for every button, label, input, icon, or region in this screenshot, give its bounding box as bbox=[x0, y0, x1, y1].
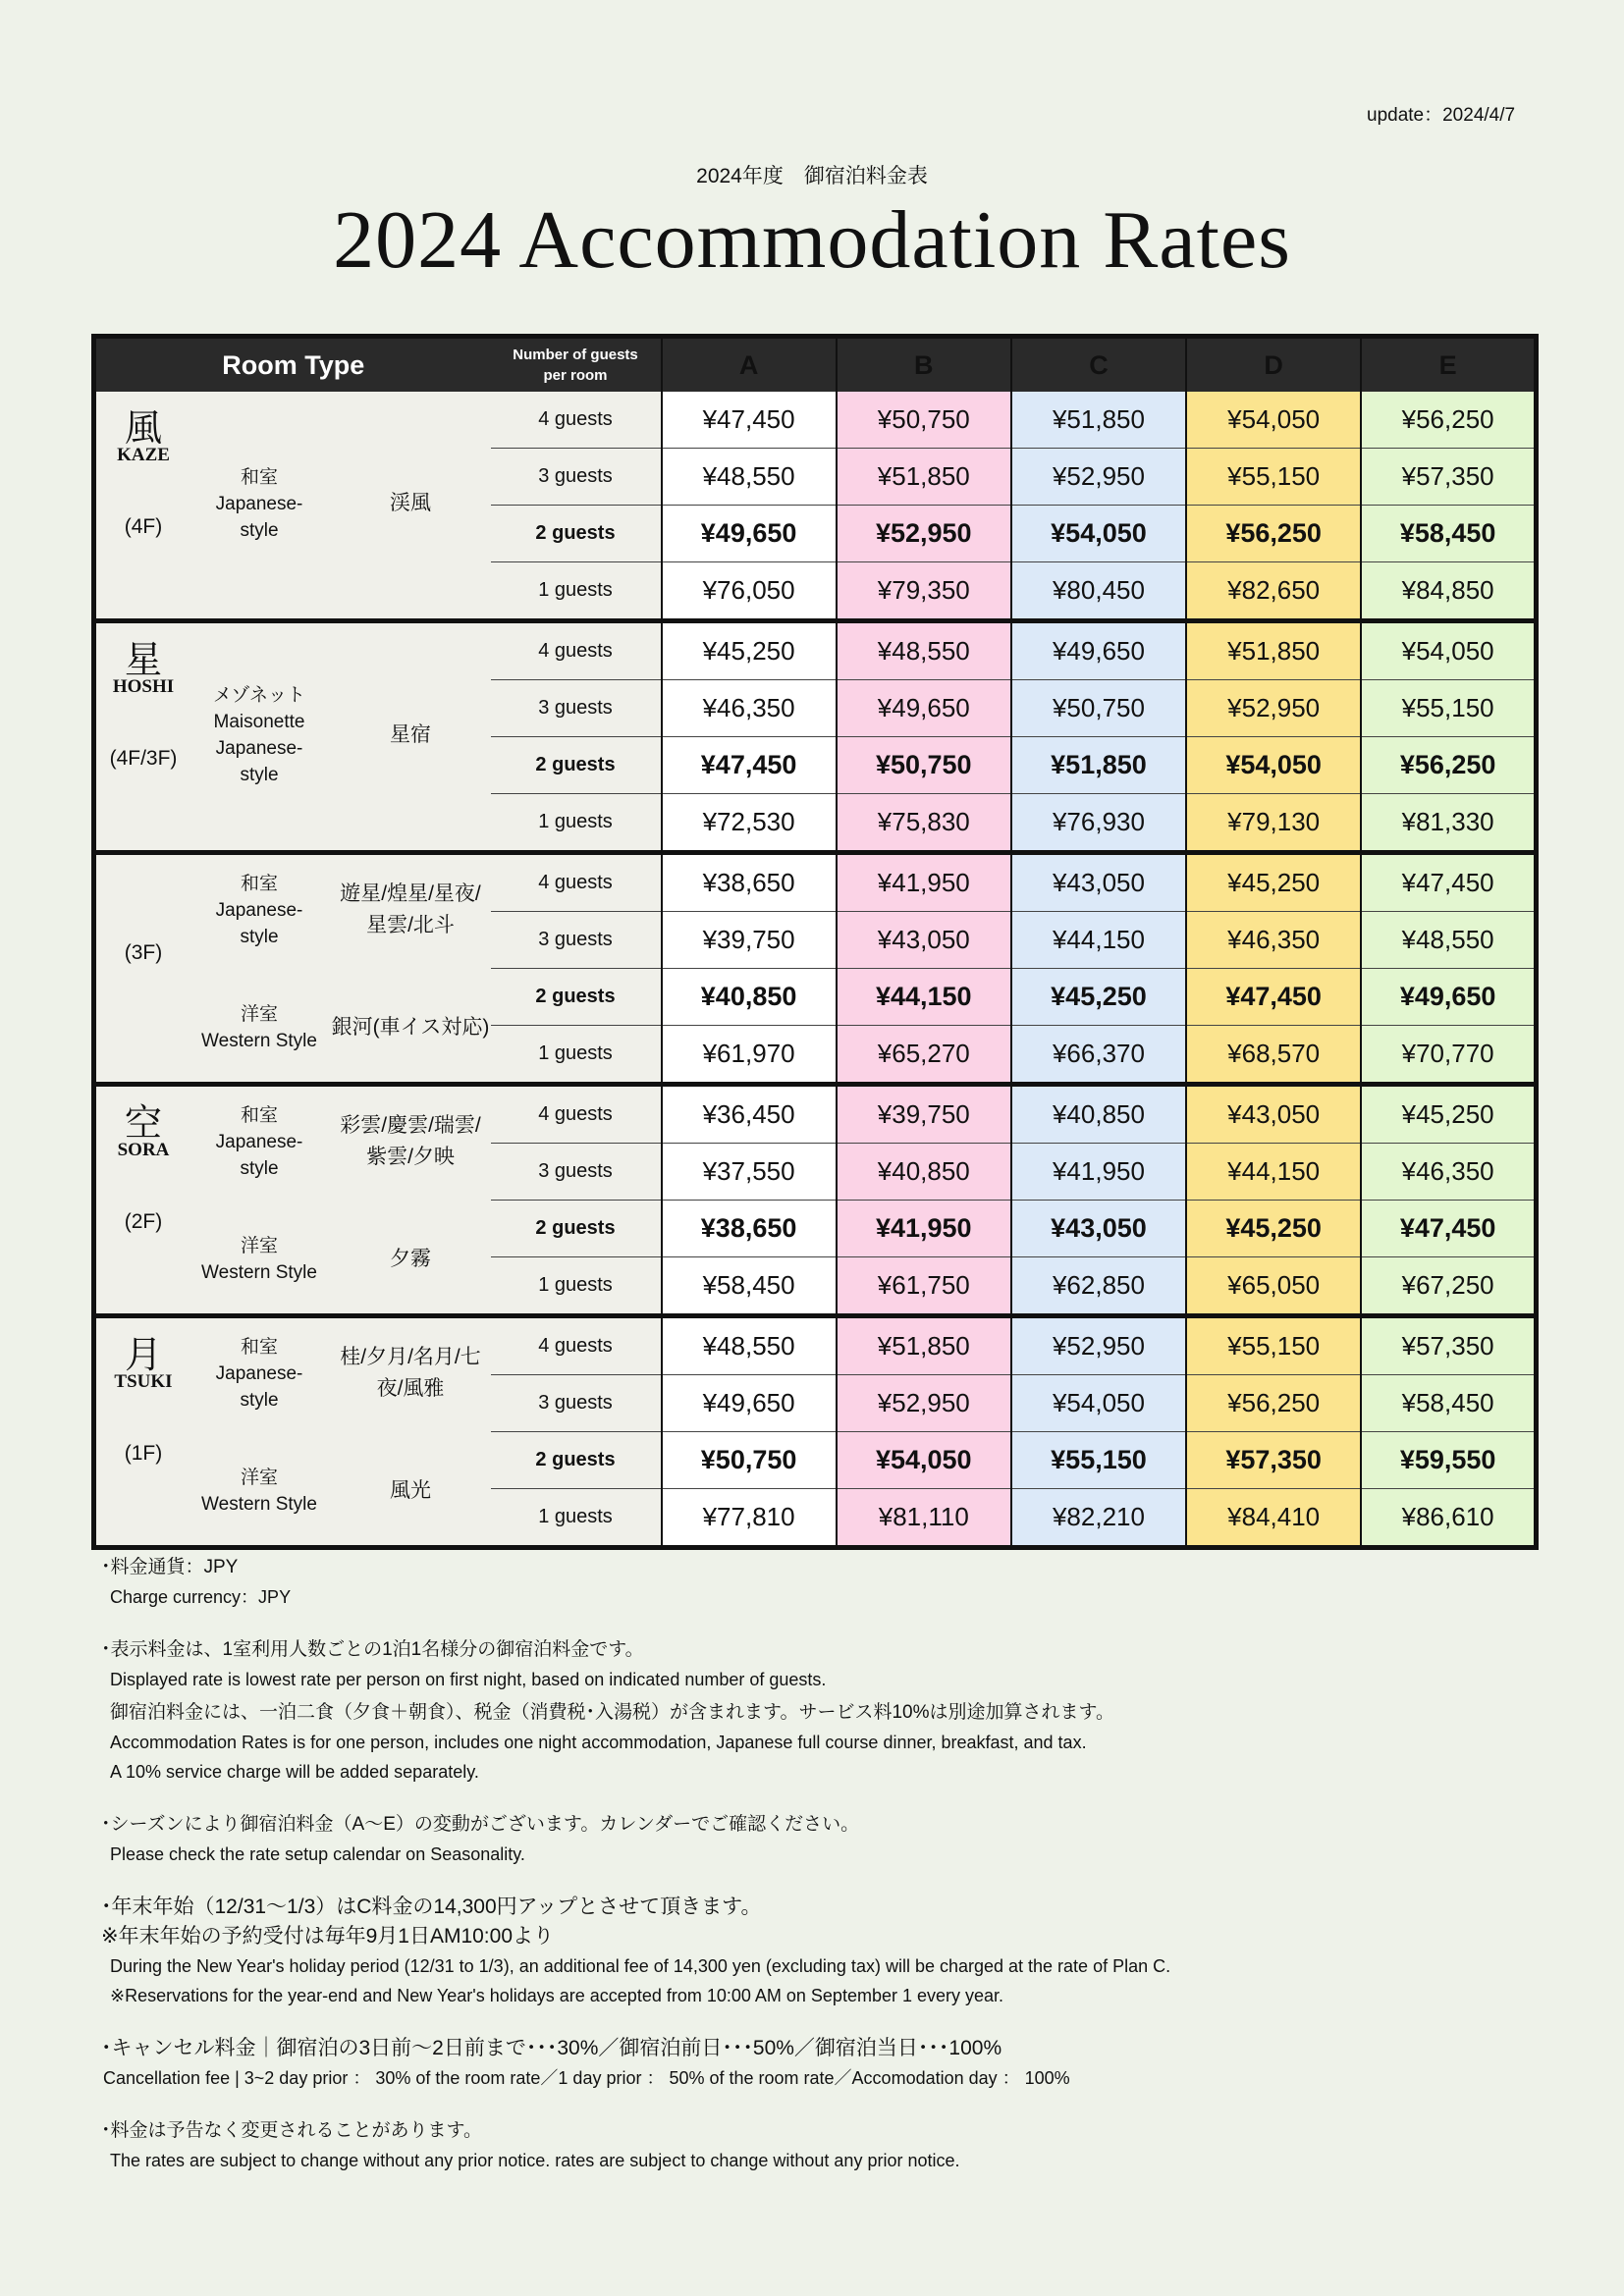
guest-count-label: 4 guests bbox=[491, 853, 662, 912]
note-season bbox=[101, 1810, 1525, 1869]
rate-cell-d: ¥56,250 bbox=[1186, 1375, 1361, 1432]
rate-cell-a: ¥40,850 bbox=[662, 969, 837, 1026]
rate-cell-b: ¥75,830 bbox=[837, 794, 1011, 853]
rate-cell-b: ¥43,050 bbox=[837, 912, 1011, 969]
guests-header bbox=[491, 337, 662, 393]
room-floor: (2F) bbox=[124, 1210, 163, 1233]
rate-cell-d: ¥84,410 bbox=[1186, 1489, 1361, 1548]
rate-cell-c: ¥54,050 bbox=[1011, 1375, 1186, 1432]
room-style-label: 洋室 Western Style bbox=[201, 1004, 317, 1051]
rate-cell-a: ¥37,550 bbox=[662, 1144, 837, 1201]
note-incl-en1: Accommodation Rates is for one person, includes one night accommodation, Japanese full course dinner, breakfast, and tax. bbox=[110, 1733, 1087, 1752]
rate-cell-b: ¥49,650 bbox=[837, 680, 1011, 737]
guest-count-label: 3 guests bbox=[491, 912, 662, 969]
rate-cell-d: ¥52,950 bbox=[1186, 680, 1361, 737]
guest-count-label: 3 guests bbox=[491, 1375, 662, 1432]
rate-cell-d: ¥51,850 bbox=[1186, 621, 1361, 680]
rate-cell-c: ¥51,850 bbox=[1011, 392, 1186, 449]
rate-col-a: A bbox=[662, 337, 837, 393]
rate-cell-b: ¥51,850 bbox=[837, 1316, 1011, 1375]
room-kanji: 風 bbox=[124, 408, 162, 450]
rate-cell-c: ¥43,050 bbox=[1011, 853, 1186, 912]
note-change-jp: ･料金は予告なく変更されることがあります。 bbox=[101, 2120, 482, 2141]
rate-cell-a: ¥48,550 bbox=[662, 1316, 837, 1375]
guest-count-label: 1 guests bbox=[491, 1257, 662, 1316]
rate-cell-a: ¥49,650 bbox=[662, 1375, 837, 1432]
rate-cell-a: ¥72,530 bbox=[662, 794, 837, 853]
rate-cell-d: ¥43,050 bbox=[1186, 1085, 1361, 1144]
rate-cell-d: ¥65,050 bbox=[1186, 1257, 1361, 1316]
rate-cell-a: ¥61,970 bbox=[662, 1026, 837, 1085]
rate-cell-a: ¥36,450 bbox=[662, 1085, 837, 1144]
room-name: 遊星/煌星/星夜/ 星雲/北斗 bbox=[340, 882, 481, 936]
room-cell bbox=[94, 1316, 491, 1548]
note-currency bbox=[101, 1553, 1525, 1612]
room-name: 彩雲/慶雲/瑞雲/ 紫雲/夕映 bbox=[340, 1114, 481, 1168]
rate-cell-c: ¥41,950 bbox=[1011, 1144, 1186, 1201]
rate-cell-e: ¥70,770 bbox=[1361, 1026, 1536, 1085]
rate-cell-a: ¥45,250 bbox=[662, 621, 837, 680]
note-change bbox=[101, 2116, 1525, 2175]
rate-cell-e: ¥46,350 bbox=[1361, 1144, 1536, 1201]
rate-cell-a: ¥49,650 bbox=[662, 506, 837, 562]
note-rate bbox=[101, 1635, 1525, 1787]
rate-cell-c: ¥43,050 bbox=[1011, 1201, 1186, 1257]
rate-cell-e: ¥58,450 bbox=[1361, 1375, 1536, 1432]
rate-cell-e: ¥47,450 bbox=[1361, 853, 1536, 912]
rate-cell-b: ¥81,110 bbox=[837, 1489, 1011, 1548]
guest-count-label: 3 guests bbox=[491, 680, 662, 737]
room-kanji: 空 bbox=[124, 1103, 162, 1145]
rate-cell-c: ¥82,210 bbox=[1011, 1489, 1186, 1548]
note-newyear-en1: During the New Year's holiday period (12/31 to 1/3), an additional fee of 14,300 yen (excluding tax) will be charged at the rate of Plan C. bbox=[110, 1956, 1171, 1976]
guests-header-line1: Number of guests bbox=[513, 347, 638, 363]
guest-count-label: 3 guests bbox=[491, 1144, 662, 1201]
rate-cell-c: ¥62,850 bbox=[1011, 1257, 1186, 1316]
guests-header-line2: per room bbox=[543, 367, 608, 384]
rate-cell-c: ¥50,750 bbox=[1011, 680, 1186, 737]
rate-cell-d: ¥79,130 bbox=[1186, 794, 1361, 853]
rate-col-b: B bbox=[837, 337, 1011, 393]
guest-count-label: 1 guests bbox=[491, 1489, 662, 1548]
rates-table bbox=[91, 334, 1539, 1550]
rate-cell-e: ¥84,850 bbox=[1361, 562, 1536, 621]
room-name: 銀河(車イス対応) bbox=[331, 1016, 490, 1039]
room-roman-name: HOSHI bbox=[112, 676, 175, 697]
rate-cell-c: ¥55,150 bbox=[1011, 1432, 1186, 1489]
note-rate-en: Displayed rate is lowest rate per person on first night, based on indicated number of guests. bbox=[110, 1670, 827, 1689]
room-kanji: 月 bbox=[124, 1335, 162, 1376]
guest-count-label: 2 guests bbox=[491, 737, 662, 794]
rate-cell-e: ¥59,550 bbox=[1361, 1432, 1536, 1489]
rate-cell-b: ¥48,550 bbox=[837, 621, 1011, 680]
note-newyear bbox=[101, 1893, 1525, 2010]
room-style-label: 洋室 Western Style bbox=[201, 1236, 317, 1283]
rate-cell-e: ¥49,650 bbox=[1361, 969, 1536, 1026]
notes bbox=[101, 1553, 1525, 2199]
note-rate-jp: ･表示料金は、1室利用人数ごとの1泊1名様分の御宿泊料金です。 bbox=[101, 1639, 644, 1660]
rate-cell-a: ¥38,650 bbox=[662, 1201, 837, 1257]
rate-cell-e: ¥67,250 bbox=[1361, 1257, 1536, 1316]
rate-cell-e: ¥55,150 bbox=[1361, 680, 1536, 737]
table-row bbox=[94, 1316, 1537, 1375]
update-date: update：2024/4/7 bbox=[1367, 105, 1516, 126]
rates-body bbox=[94, 392, 1537, 1548]
rate-col-c: C bbox=[1011, 337, 1186, 393]
rate-cell-e: ¥57,350 bbox=[1361, 449, 1536, 506]
room-style-label: 和室 Japanese- style bbox=[215, 1336, 303, 1411]
table-row bbox=[94, 392, 1537, 449]
room-floor: (4F) bbox=[124, 515, 163, 538]
room-floor: (3F) bbox=[124, 941, 163, 964]
rate-cell-d: ¥82,650 bbox=[1186, 562, 1361, 621]
guest-count-label: 4 guests bbox=[491, 1085, 662, 1144]
rate-cell-c: ¥49,650 bbox=[1011, 621, 1186, 680]
guest-count-label: 4 guests bbox=[491, 1316, 662, 1375]
rate-cell-d: ¥56,250 bbox=[1186, 506, 1361, 562]
rate-cell-b: ¥50,750 bbox=[837, 737, 1011, 794]
note-cancel-en: Cancellation fee | 3~2 day prior ： 30% of the room rate／1 day prior ： 50% of the room rate／Accomodation day ： 100% bbox=[103, 2068, 1070, 2088]
rate-cell-b: ¥41,950 bbox=[837, 1201, 1011, 1257]
rate-cell-d: ¥54,050 bbox=[1186, 392, 1361, 449]
rate-cell-a: ¥76,050 bbox=[662, 562, 837, 621]
rate-cell-a: ¥46,350 bbox=[662, 680, 837, 737]
rate-cell-d: ¥57,350 bbox=[1186, 1432, 1361, 1489]
rate-cell-c: ¥52,950 bbox=[1011, 449, 1186, 506]
room-style-label: 和室 Japanese- style bbox=[215, 466, 303, 541]
room-style-label: 和室 Japanese- style bbox=[215, 873, 303, 947]
rate-col-d: D bbox=[1186, 337, 1361, 393]
rate-cell-a: ¥77,810 bbox=[662, 1489, 837, 1548]
rate-cell-b: ¥52,950 bbox=[837, 1375, 1011, 1432]
note-incl-en2: A 10% service charge will be added separately. bbox=[110, 1762, 479, 1782]
note-cancel-jp: ･キャンセル料金｜御宿泊の3日前～2日前まで･･･30%／御宿泊前日･･･50%／御宿泊当日･･･100% bbox=[101, 2037, 1002, 2059]
rate-cell-e: ¥54,050 bbox=[1361, 621, 1536, 680]
rate-cell-e: ¥56,250 bbox=[1361, 392, 1536, 449]
rate-cell-a: ¥38,650 bbox=[662, 853, 837, 912]
rate-cell-e: ¥58,450 bbox=[1361, 506, 1536, 562]
rate-cell-d: ¥45,250 bbox=[1186, 853, 1361, 912]
rate-cell-c: ¥40,850 bbox=[1011, 1085, 1186, 1144]
rate-col-e: E bbox=[1361, 337, 1536, 393]
rate-cell-a: ¥48,550 bbox=[662, 449, 837, 506]
rate-cell-d: ¥46,350 bbox=[1186, 912, 1361, 969]
rate-cell-c: ¥52,950 bbox=[1011, 1316, 1186, 1375]
note-newyear-jp2: ※年末年始の予約受付は毎年9月1日AM10:00より bbox=[101, 1925, 555, 1948]
note-currency-en: Charge currency：JPY bbox=[110, 1587, 292, 1607]
rate-cell-e: ¥47,450 bbox=[1361, 1201, 1536, 1257]
rate-cell-b: ¥65,270 bbox=[837, 1026, 1011, 1085]
room-cell bbox=[94, 1085, 491, 1316]
rate-cell-d: ¥55,150 bbox=[1186, 449, 1361, 506]
rate-cell-d: ¥47,450 bbox=[1186, 969, 1361, 1026]
guest-count-label: 2 guests bbox=[491, 1201, 662, 1257]
rate-cell-c: ¥66,370 bbox=[1011, 1026, 1186, 1085]
rate-cell-a: ¥50,750 bbox=[662, 1432, 837, 1489]
guest-count-label: 2 guests bbox=[491, 1432, 662, 1489]
rate-cell-d: ¥44,150 bbox=[1186, 1144, 1361, 1201]
table-header-row bbox=[94, 337, 1537, 393]
rate-cell-b: ¥40,850 bbox=[837, 1144, 1011, 1201]
note-incl-jp: 御宿泊料金には、一泊二食（夕食＋朝食）、税金（消費税･入湯税）が含まれます。サービス料10%は別途加算されます。 bbox=[110, 1702, 1114, 1723]
room-type-header: Room Type bbox=[94, 337, 491, 393]
table-row bbox=[94, 621, 1537, 680]
note-newyear-en2: ※Reservations for the year-end and New Year's holidays are accepted from 10:00 AM on September 1 every year. bbox=[110, 1986, 1004, 2005]
rate-cell-c: ¥80,450 bbox=[1011, 562, 1186, 621]
room-name: 夕霧 bbox=[390, 1248, 431, 1270]
note-season-en: Please check the rate setup calendar on Seasonality. bbox=[110, 1844, 525, 1864]
rate-cell-b: ¥44,150 bbox=[837, 969, 1011, 1026]
rate-cell-d: ¥45,250 bbox=[1186, 1201, 1361, 1257]
rate-cell-e: ¥57,350 bbox=[1361, 1316, 1536, 1375]
room-roman-name: SORA bbox=[117, 1140, 170, 1160]
rate-cell-c: ¥45,250 bbox=[1011, 969, 1186, 1026]
guest-count-label: 1 guests bbox=[491, 794, 662, 853]
rate-cell-b: ¥39,750 bbox=[837, 1085, 1011, 1144]
room-style-label: 和室 Japanese- style bbox=[215, 1104, 303, 1179]
room-roman-name: TSUKI bbox=[114, 1371, 173, 1392]
room-name: 渓風 bbox=[390, 492, 431, 514]
rate-cell-e: ¥56,250 bbox=[1361, 737, 1536, 794]
room-cell bbox=[94, 853, 491, 1085]
note-cancel bbox=[101, 2034, 1525, 2093]
rate-cell-b: ¥41,950 bbox=[837, 853, 1011, 912]
rate-cell-b: ¥54,050 bbox=[837, 1432, 1011, 1489]
rate-cell-b: ¥50,750 bbox=[837, 392, 1011, 449]
page-subtitle: 2024年度 御宿泊料金表 bbox=[696, 165, 928, 187]
room-kanji: 星 bbox=[124, 640, 162, 681]
rate-cell-e: ¥48,550 bbox=[1361, 912, 1536, 969]
rate-cell-e: ¥81,330 bbox=[1361, 794, 1536, 853]
rate-cell-d: ¥54,050 bbox=[1186, 737, 1361, 794]
guest-count-label: 2 guests bbox=[491, 506, 662, 562]
table-row bbox=[94, 1085, 1537, 1144]
rate-cell-b: ¥52,950 bbox=[837, 506, 1011, 562]
rate-cell-c: ¥51,850 bbox=[1011, 737, 1186, 794]
note-season-jp: ･シーズンにより御宿泊料金（A～E）の変動がございます。カレンダーでご確認ください。 bbox=[101, 1814, 860, 1835]
table-row bbox=[94, 853, 1537, 912]
room-cell bbox=[94, 392, 491, 621]
room-floor: (1F) bbox=[124, 1442, 163, 1465]
room-style-label: 洋室 Western Style bbox=[201, 1468, 317, 1515]
room-name: 桂/夕月/名月/七 夜/風雅 bbox=[340, 1346, 481, 1400]
note-change-en: The rates are subject to change without any prior notice. rates are subject to change without any prior notice. bbox=[110, 2151, 960, 2170]
guest-count-label: 1 guests bbox=[491, 562, 662, 621]
rate-cell-a: ¥47,450 bbox=[662, 392, 837, 449]
room-roman-name: KAZE bbox=[117, 445, 170, 465]
guest-count-label: 1 guests bbox=[491, 1026, 662, 1085]
guest-count-label: 4 guests bbox=[491, 621, 662, 680]
room-style-label: メゾネット Maisonette Japanese- style bbox=[212, 685, 306, 785]
rate-cell-c: ¥44,150 bbox=[1011, 912, 1186, 969]
rate-cell-c: ¥76,930 bbox=[1011, 794, 1186, 853]
rate-cell-a: ¥47,450 bbox=[662, 737, 837, 794]
rate-cell-c: ¥54,050 bbox=[1011, 506, 1186, 562]
rate-cell-d: ¥68,570 bbox=[1186, 1026, 1361, 1085]
rate-cell-b: ¥61,750 bbox=[837, 1257, 1011, 1316]
room-name: 風光 bbox=[390, 1479, 431, 1502]
guest-count-label: 4 guests bbox=[491, 392, 662, 449]
rate-cell-b: ¥79,350 bbox=[837, 562, 1011, 621]
page-title: 2024 Accommodation Rates bbox=[333, 194, 1291, 286]
note-newyear-jp1: ･年末年始（12/31～1/3）はC料金の14,300円アップとさせて頂きます。 bbox=[101, 1896, 762, 1918]
rate-cell-d: ¥55,150 bbox=[1186, 1316, 1361, 1375]
room-name: 星宿 bbox=[390, 723, 431, 746]
rate-cell-e: ¥86,610 bbox=[1361, 1489, 1536, 1548]
rate-cell-e: ¥45,250 bbox=[1361, 1085, 1536, 1144]
guest-count-label: 2 guests bbox=[491, 969, 662, 1026]
rate-cell-a: ¥58,450 bbox=[662, 1257, 837, 1316]
rate-cell-b: ¥51,850 bbox=[837, 449, 1011, 506]
guest-count-label: 3 guests bbox=[491, 449, 662, 506]
room-cell bbox=[94, 621, 491, 853]
room-floor: (4F/3F) bbox=[109, 747, 178, 770]
rate-cell-a: ¥39,750 bbox=[662, 912, 837, 969]
note-currency-jp: ･料金通貨：JPY bbox=[101, 1557, 239, 1577]
